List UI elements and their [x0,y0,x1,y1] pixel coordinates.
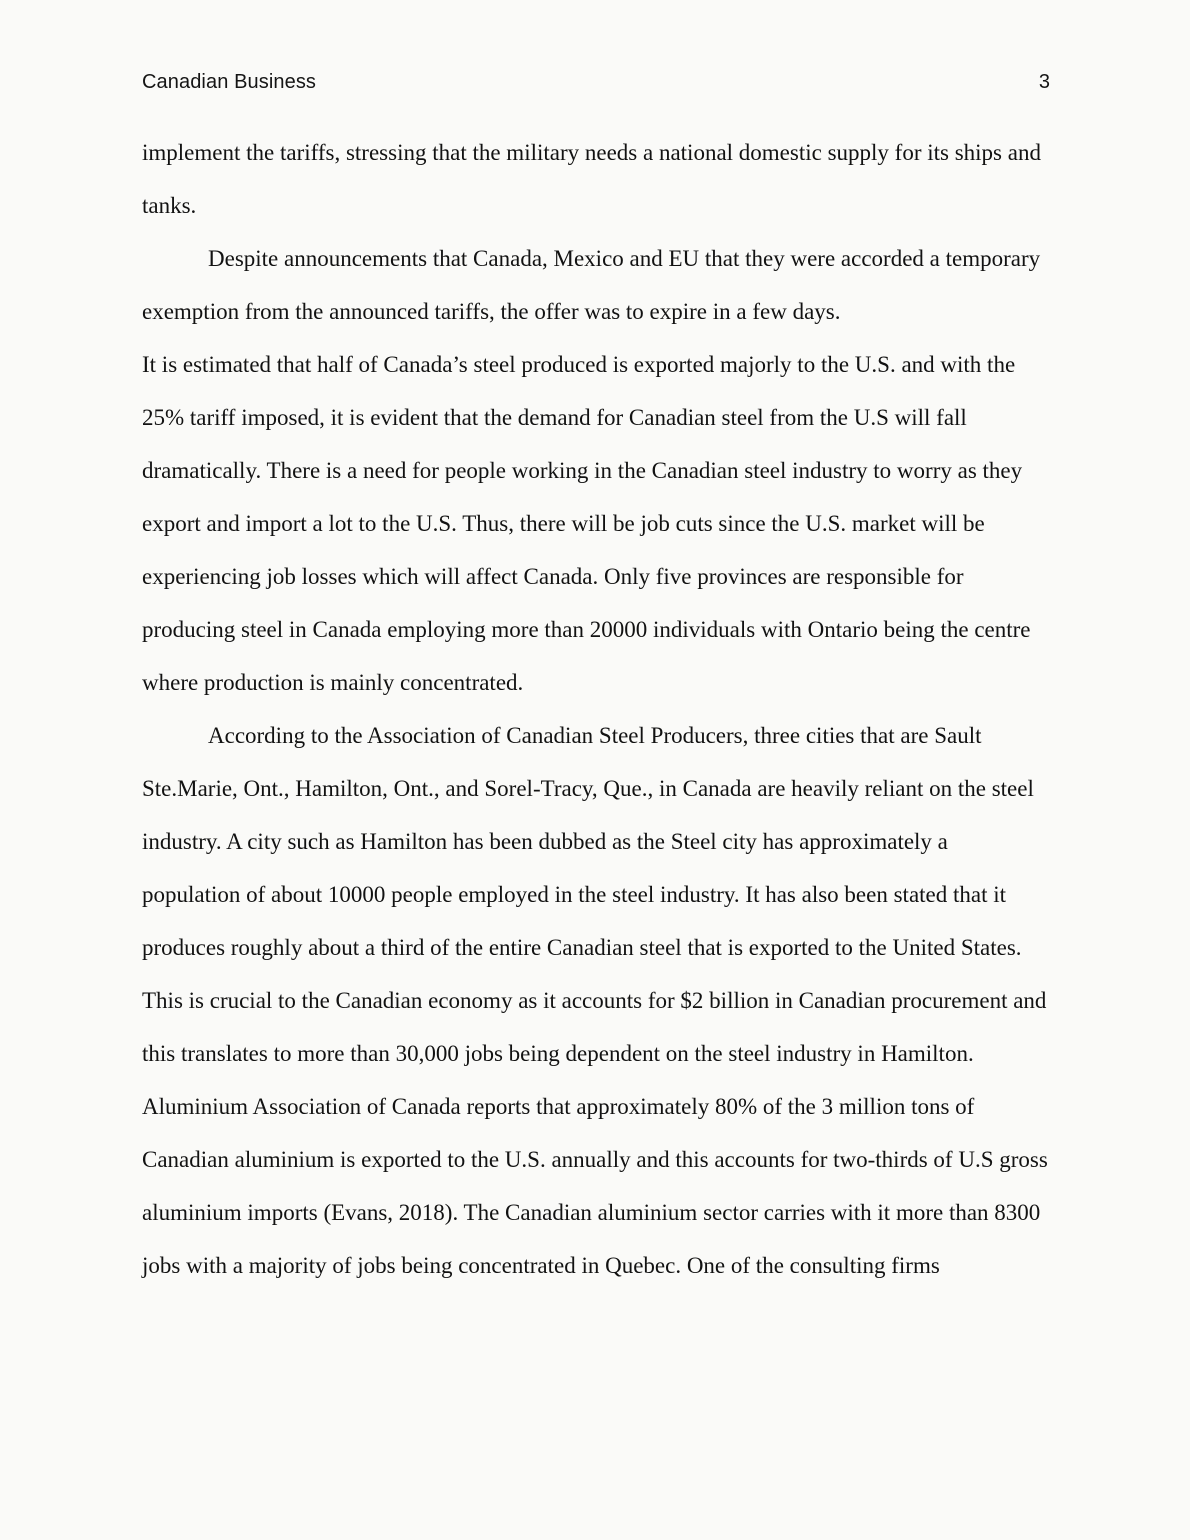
running-head: Canadian Business [142,71,317,93]
page-header [142,70,1050,94]
paragraph-continuation: implement the tariffs, stressing that the military needs a national domestic supply for its ships and tanks. [142,140,1041,218]
paragraph-steel-cities: According to the Association of Canadian Steel Producers, three cities that are Sault Ste.Marie, Ont., Hamilton, Ont., and Sorel-Tracy, Que., in Canada are heavily reliant on the steel industry. A city such as Hamilton has been dubbed as the Steel city has approximately a population of about 10000 people employed in the steel industry. It has also been stated that it produces roughly about a third of the entire Canadian steel that is exported to the United States. This is crucial to the Canadian economy as it accounts for $2 billion in Canadian procurement and this translates to more than 30,000 jobs being dependent on the steel industry in Hamilton. Aluminium Association of Canada reports that approximately 80% of the 3 million tons of Canadian aluminium is exported to the U.S. annually and this accounts for two-thirds of U.S gross aluminium imports (Evans, 2018). The Canadian aluminium sector carries with it more than 8300 jobs with a majority of jobs being concentrated in Quebec. One of the consulting firms [142,723,1048,1278]
paragraph-exemption: Despite announcements that Canada, Mexico and EU that they were accorded a temporary exemption from the announced tariffs, the offer was to expire in a few days. [142,246,1041,324]
page-number: 3 [1038,71,1050,93]
document-body [142,126,1050,1292]
paragraph-steel-industry: It is estimated that half of Canada’s steel produced is exported majorly to the U.S. and with the 25% tariff imposed, it is evident that the demand for Canadian steel from the U.S will fall dramatically. There is a need for people working in the Canadian steel industry to worry as they export and import a lot to the U.S. Thus, there will be job cuts since the U.S. market will be experiencing job losses which will affect Canada. Only five provinces are responsible for producing steel in Canada employing more than 20000 individuals with Ontario being the centre where production is mainly concentrated. [142,352,1031,695]
